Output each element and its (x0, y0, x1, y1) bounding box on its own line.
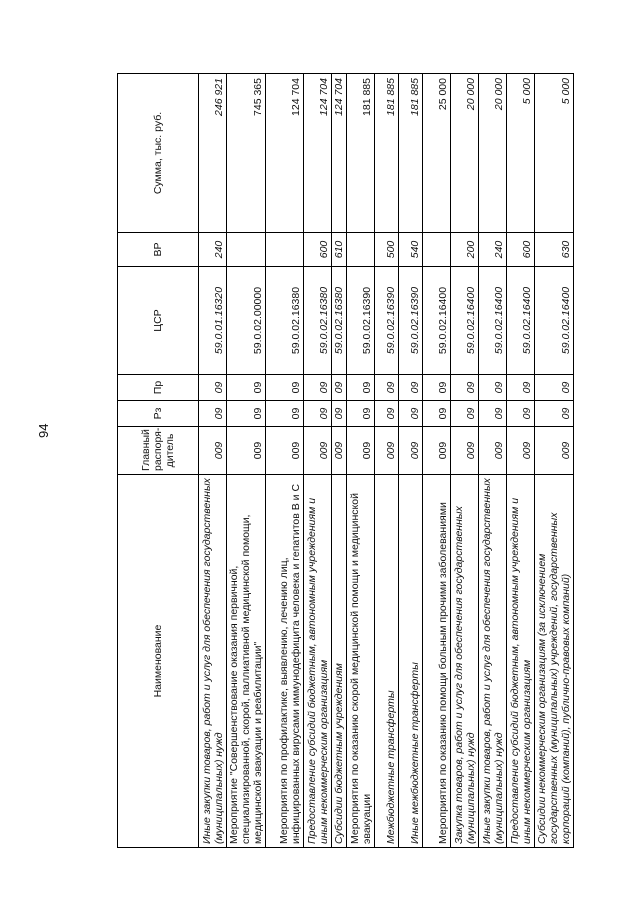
cell-rz: 09 (266, 401, 304, 427)
budget-table (117, 73, 574, 848)
cell-csr: 59.0.02.16400 (423, 267, 451, 375)
cell-name: Субсидии бюджетным учреждениям (332, 475, 347, 848)
cell-sum: 5 000 (535, 74, 574, 233)
cell-grbs: 009 (375, 427, 399, 475)
cell-pr: 09 (199, 375, 227, 401)
cell-csr: 59.0.02.00000 (227, 267, 266, 375)
table-row (304, 74, 332, 848)
table-row (451, 74, 479, 848)
cell-pr: 09 (399, 375, 423, 401)
cell-name: Иные закупки товаров, работ и услуг для обеспечения государственных (муниципальных) нужд (479, 475, 507, 848)
cell-csr: 59.0.02.16400 (535, 267, 574, 375)
cell-name: Мероприятия по оказанию скорой медицинской помощи и медицинской эвакуации (347, 475, 375, 848)
cell-pr: 09 (423, 375, 451, 401)
cell-csr: 59.0.02.16400 (451, 267, 479, 375)
budget-table-container (117, 74, 572, 848)
cell-vr: 200 (451, 233, 479, 267)
cell-rz: 09 (507, 401, 535, 427)
cell-sum: 124 704 (266, 74, 304, 233)
cell-csr: 59.0.02.16390 (399, 267, 423, 375)
cell-pr: 09 (507, 375, 535, 401)
cell-grbs: 009 (332, 427, 347, 475)
header-rz: Рз (118, 401, 199, 427)
cell-grbs: 009 (479, 427, 507, 475)
cell-name: Закупка товаров, работ и услуг для обеспечения государственных (муниципальных) нужд (451, 475, 479, 848)
cell-vr: 540 (399, 233, 423, 267)
cell-vr: 500 (375, 233, 399, 267)
cell-pr: 09 (332, 375, 347, 401)
cell-vr: 600 (304, 233, 332, 267)
cell-name: Мероприятие "Совершенствование оказания первичной, специализированной, скорой, паллиативной медицинской помощи, медицинской эвакуации и реабилитации" (227, 475, 266, 848)
table-row (535, 74, 574, 848)
cell-grbs: 009 (451, 427, 479, 475)
cell-vr (227, 233, 266, 267)
cell-vr: 240 (199, 233, 227, 267)
cell-csr: 59.0.02.16400 (479, 267, 507, 375)
table-header-row (118, 74, 199, 848)
cell-pr: 09 (304, 375, 332, 401)
cell-sum: 181 885 (399, 74, 423, 233)
cell-sum: 124 704 (304, 74, 332, 233)
table-row (347, 74, 375, 848)
table-row (423, 74, 451, 848)
cell-name: Межбюджетные трансферты (375, 475, 399, 848)
cell-csr: 59.0.02.16380 (304, 267, 332, 375)
header-sum: Сумма, тыс. руб. (118, 74, 199, 233)
cell-name: Иные закупки товаров, работ и услуг для обеспечения государственных (муниципальных) нужд (199, 475, 227, 848)
cell-rz: 09 (535, 401, 574, 427)
cell-rz: 09 (347, 401, 375, 427)
cell-sum: 20 000 (451, 74, 479, 233)
cell-csr: 59.0.02.16380 (332, 267, 347, 375)
cell-rz: 09 (227, 401, 266, 427)
table-row (227, 74, 266, 848)
cell-sum: 181 885 (375, 74, 399, 233)
table-row (266, 74, 304, 848)
cell-grbs: 009 (399, 427, 423, 475)
cell-csr: 59.0.02.16400 (507, 267, 535, 375)
cell-pr: 09 (227, 375, 266, 401)
cell-pr: 09 (479, 375, 507, 401)
cell-name: Субсидии некоммерческим организациям (за исключением государственных (муниципальных) учреждений, государственных корпораций (компаний), публично-правовых компаний) (535, 475, 574, 848)
page-number: 94 (36, 423, 51, 438)
header-csr: ЦСР (118, 267, 199, 375)
cell-sum: 124 704 (332, 74, 347, 233)
table-row (507, 74, 535, 848)
cell-pr: 09 (347, 375, 375, 401)
cell-vr: 600 (507, 233, 535, 267)
cell-sum: 181 885 (347, 74, 375, 233)
cell-pr: 09 (375, 375, 399, 401)
cell-vr: 630 (535, 233, 574, 267)
cell-vr (423, 233, 451, 267)
cell-csr: 59.0.02.16390 (375, 267, 399, 375)
table-row (199, 74, 227, 848)
table-row (375, 74, 399, 848)
cell-grbs: 009 (227, 427, 266, 475)
header-name: Наименование (118, 475, 199, 848)
cell-sum: 745 365 (227, 74, 266, 233)
cell-vr: 610 (332, 233, 347, 267)
cell-name: Мероприятия по оказанию помощи больным прочими заболеваниями (423, 475, 451, 848)
cell-grbs: 009 (347, 427, 375, 475)
cell-rz: 09 (199, 401, 227, 427)
cell-sum: 5 000 (507, 74, 535, 233)
cell-sum: 25 000 (423, 74, 451, 233)
cell-name: Иные межбюджетные трансферты (399, 475, 423, 848)
header-pr: Пр (118, 375, 199, 401)
cell-csr: 59.0.02.16390 (347, 267, 375, 375)
cell-rz: 09 (451, 401, 479, 427)
table-row (479, 74, 507, 848)
cell-pr: 09 (451, 375, 479, 401)
cell-rz: 09 (423, 401, 451, 427)
table-row (399, 74, 423, 848)
cell-vr (266, 233, 304, 267)
cell-rz: 09 (399, 401, 423, 427)
table-row (332, 74, 347, 848)
cell-grbs: 009 (304, 427, 332, 475)
cell-pr: 09 (535, 375, 574, 401)
cell-name: Предоставление субсидий бюджетным, автономным учреждениям и иным некоммерческим организациям (304, 475, 332, 848)
cell-name: Предоставление субсидий бюджетным, автономным учреждениям и иным некоммерческим организациям (507, 475, 535, 848)
cell-grbs: 009 (199, 427, 227, 475)
cell-pr: 09 (266, 375, 304, 401)
cell-grbs: 009 (266, 427, 304, 475)
cell-rz: 09 (304, 401, 332, 427)
cell-sum: 246 921 (199, 74, 227, 233)
cell-rz: 09 (479, 401, 507, 427)
cell-rz: 09 (332, 401, 347, 427)
cell-grbs: 009 (423, 427, 451, 475)
cell-rz: 09 (375, 401, 399, 427)
cell-vr: 240 (479, 233, 507, 267)
cell-name: Мероприятия по профилактике, выявлению, лечению лиц, инфицированных вирусами иммунодефицита человека и гепатитов В и С (266, 475, 304, 848)
cell-grbs: 009 (507, 427, 535, 475)
cell-csr: 59.0.01.16320 (199, 267, 227, 375)
header-vr: ВР (118, 233, 199, 267)
cell-vr (347, 233, 375, 267)
cell-grbs: 009 (535, 427, 574, 475)
cell-sum: 20 000 (479, 74, 507, 233)
header-main-manager: Главный распоря-дитель (118, 427, 199, 475)
cell-csr: 59.0.02.16380 (266, 267, 304, 375)
